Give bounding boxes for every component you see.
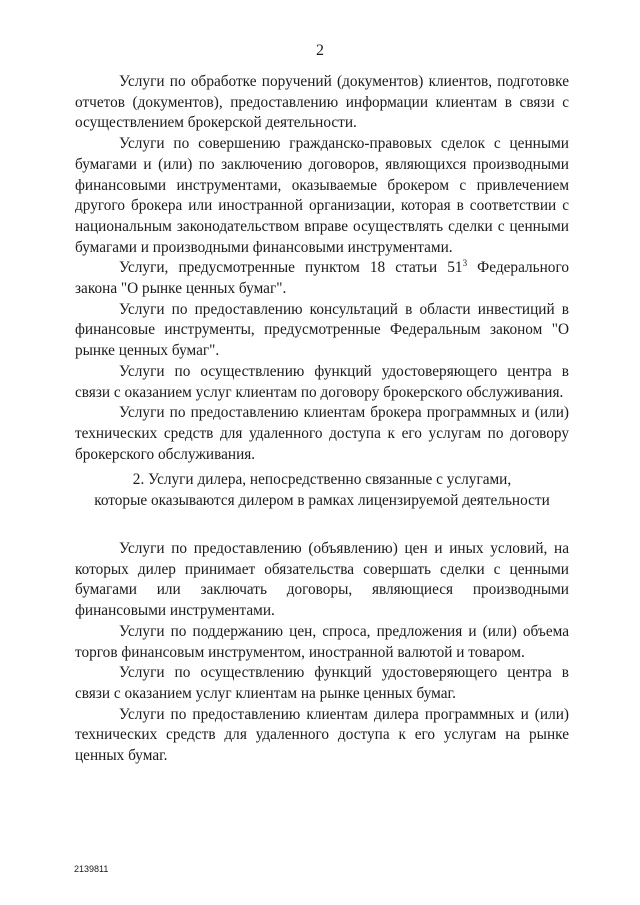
section-heading-dealer-services <box>75 470 569 511</box>
paragraph-order-processing: Услуги по обработке поручений (документов) клиентов, подготовке отчетов (документов), предоставлению информации клиентам в связи с осуществлением брокерской деятельности. <box>75 73 569 132</box>
paragraph-remote-access-dealer: Услуги по предоставлению клиентам дилера программных и (или) технических средств для удаленного доступа к его услугам на рынке ценных бумаг. <box>75 705 569 765</box>
paragraph-remote-access-broker: Услуги по предоставлению клиентам брокера программных и (или) технических средств для удаленного доступа к его услугам по договору брокерского обслуживания. <box>75 404 569 463</box>
paragraph-securities-transactions: Услуги по совершению гражданско-правовых сделок с ценными бумагами и (или) по заключению договоров, являющихся производными финансовыми инструментами, оказываемые брокером с привлечением другого брокера или иностранной организации, которая в соответствии с национальным законодательством вправе осуществлять сделки с ценными бумагами и производными финансовыми инструментами. <box>75 135 569 256</box>
section-heading-line-2: которые оказываются дилером в рамках лицензируемой деятельности <box>94 491 550 509</box>
dealer-services-list <box>75 539 569 767</box>
section-heading-line-1: 2. Услуги дилера, непосредственно связанные с услугами, <box>132 471 512 488</box>
document-code: 2139811 <box>74 864 109 874</box>
paragraph-certification-center-dealer: Услуги по осуществлению функций удостоверяющего центра в связи с оказанием услуг клиентам на рынке ценных бумаг. <box>75 664 569 702</box>
paragraph-investment-consulting: Услуги по предоставлению консультаций в области инвестиций в финансовые инструменты, предусмотренные Федеральным законом "О рынке ценных бумаг". <box>75 300 569 360</box>
paragraph-price-quotes: Услуги по предоставлению (объявлению) цен и иных условий, на которых дилер принимает обязательства совершать сделки с ценными бумагами или заключать договоры, являющиеся производными финансовыми инструментами. <box>75 540 569 620</box>
article-superscript: 3 <box>462 258 468 269</box>
article-text-after: Федерального закона "О рынке ценных бумаг". <box>75 259 569 298</box>
paragraph-market-making: Услуги по поддержанию цен, спроса, предложения и (или) объема торгов финансовым инструментом, иностранной валютой и товаром. <box>75 622 569 661</box>
article-text-before: Услуги, предусмотренные пунктом 18 статьи 51 <box>119 259 463 277</box>
paragraph-certification-center-broker: Услуги по осуществлению функций удостоверяющего центра в связи с оказанием услуг клиентам по договору брокерского обслуживания. <box>75 362 569 401</box>
paragraph-article-51-3 <box>75 258 569 299</box>
broker-services-list <box>75 72 569 465</box>
page-number: 2 <box>316 42 324 59</box>
